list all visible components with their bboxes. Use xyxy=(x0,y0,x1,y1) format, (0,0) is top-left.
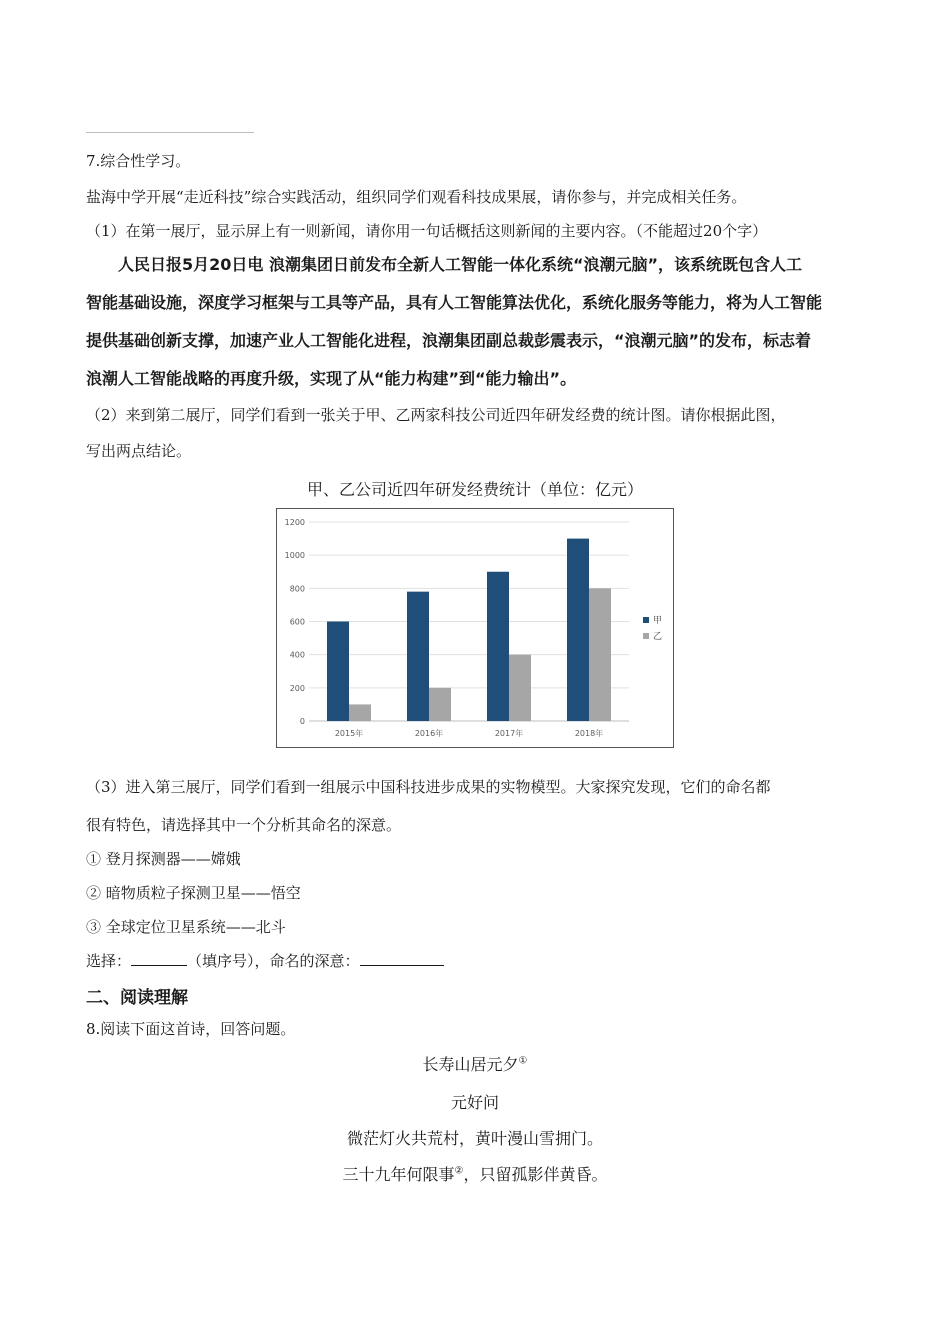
section-heading: 二、阅读理解 xyxy=(86,988,188,1008)
footnote-mark: ② xyxy=(454,1165,464,1177)
bar-甲 xyxy=(487,572,509,721)
q7-part3-cont: 很有特色，请选择其中一个分析其命名的深意。 xyxy=(86,816,402,834)
footnote-mark: ① xyxy=(518,1055,528,1067)
y-tick-label: 600 xyxy=(289,617,305,627)
x-tick-label: 2015年 xyxy=(334,729,364,738)
answer-label: 选择： xyxy=(86,952,132,970)
poem-line-part: ，只留孤影伴黄昏。 xyxy=(463,1165,608,1184)
bar-chart-svg xyxy=(277,509,673,747)
q7-title: 7.综合性学习。 xyxy=(86,152,191,170)
x-tick-label: 2017年 xyxy=(494,729,524,738)
q8-title: 8.阅读下面这首诗，回答问题。 xyxy=(86,1020,296,1038)
poem-line: 微茫灯火共荒村，黄叶漫山雪拥门。 xyxy=(346,1129,603,1148)
bar-甲 xyxy=(567,539,589,721)
x-tick-label: 2016年 xyxy=(414,729,444,738)
poem-author: 元好问 xyxy=(450,1093,499,1112)
option-item: ③ 全球定位卫星系统——北斗 xyxy=(86,918,286,936)
x-tick-label: 2018年 xyxy=(574,729,604,738)
chart-title: 甲、乙公司近四年研发经费统计（单位：亿元） xyxy=(306,480,643,499)
q7-part3: （3）进入第三展厅，同学们看到一组展示中国科技进步成果的实物模型。大家探究发现，它们的命名都 xyxy=(86,778,771,796)
answer-fill-label: （填序号），命名的深意： xyxy=(187,952,360,970)
choice-blank[interactable] xyxy=(131,951,187,966)
legend-label: 乙 xyxy=(653,632,663,642)
bar-chart xyxy=(276,508,674,748)
news-line: 浪潮人工智能战略的再度升级，实现了从“能力构建”到“能力输出”。 xyxy=(86,369,577,388)
bar-乙 xyxy=(509,655,531,721)
bar-甲 xyxy=(327,622,349,722)
news-line: 人民日报5月20日电 浪潮集团日前发布全新人工智能一体化系统“浪潮元脑”，该系统既包含人工 xyxy=(118,255,803,274)
option-item: ① 登月探测器——嫦娥 xyxy=(86,850,241,868)
y-tick-label: 1200 xyxy=(284,518,305,527)
bar-甲 xyxy=(407,592,429,721)
q7-intro: 盐海中学开展“走近科技”综合实践活动，组织同学们观看科技成果展，请你参与，并完成相关任务。 xyxy=(86,188,747,206)
option-item: ② 暗物质粒子探测卫星——悟空 xyxy=(86,884,301,902)
y-tick-label: 1000 xyxy=(284,551,305,561)
legend-swatch xyxy=(643,617,649,623)
poem-title-text: 长寿山居元夕 xyxy=(422,1055,519,1074)
poem-title xyxy=(0,1052,950,1075)
meaning-blank[interactable] xyxy=(360,951,444,966)
bar-乙 xyxy=(429,688,451,721)
q7-part2: （2）来到第二展厅，同学们看到一张关于甲、乙两家科技公司近四年研发经费的统计图。请你根据此图， xyxy=(86,406,786,424)
bar-乙 xyxy=(589,588,611,721)
bar-乙 xyxy=(349,704,371,721)
poem-line-part: 三十九年何限事 xyxy=(342,1165,455,1184)
legend-label: 甲 xyxy=(653,616,663,626)
y-tick-label: 800 xyxy=(289,584,305,594)
y-tick-label: 0 xyxy=(299,717,305,726)
answer-line xyxy=(86,950,444,971)
poem-line xyxy=(0,1162,950,1185)
legend-swatch xyxy=(643,633,649,639)
y-tick-label: 200 xyxy=(289,683,305,693)
top-divider xyxy=(86,132,254,133)
y-tick-label: 400 xyxy=(289,650,305,660)
news-block xyxy=(86,246,862,398)
q7-part2-cont: 写出两点结论。 xyxy=(86,442,192,460)
news-line: 提供基础创新支撑，加速产业人工智能化进程，浪潮集团副总裁彭震表示，“浪潮元脑”的发布，标志着 xyxy=(86,331,812,350)
news-line: 智能基础设施，深度学习框架与工具等产品，具有人工智能算法优化，系统化服务等能力，将为人工智能 xyxy=(86,293,823,312)
q7-part1: （1）在第一展厅，显示屏上有一则新闻，请你用一句话概括这则新闻的主要内容。（不能超过20个字） xyxy=(86,222,768,240)
